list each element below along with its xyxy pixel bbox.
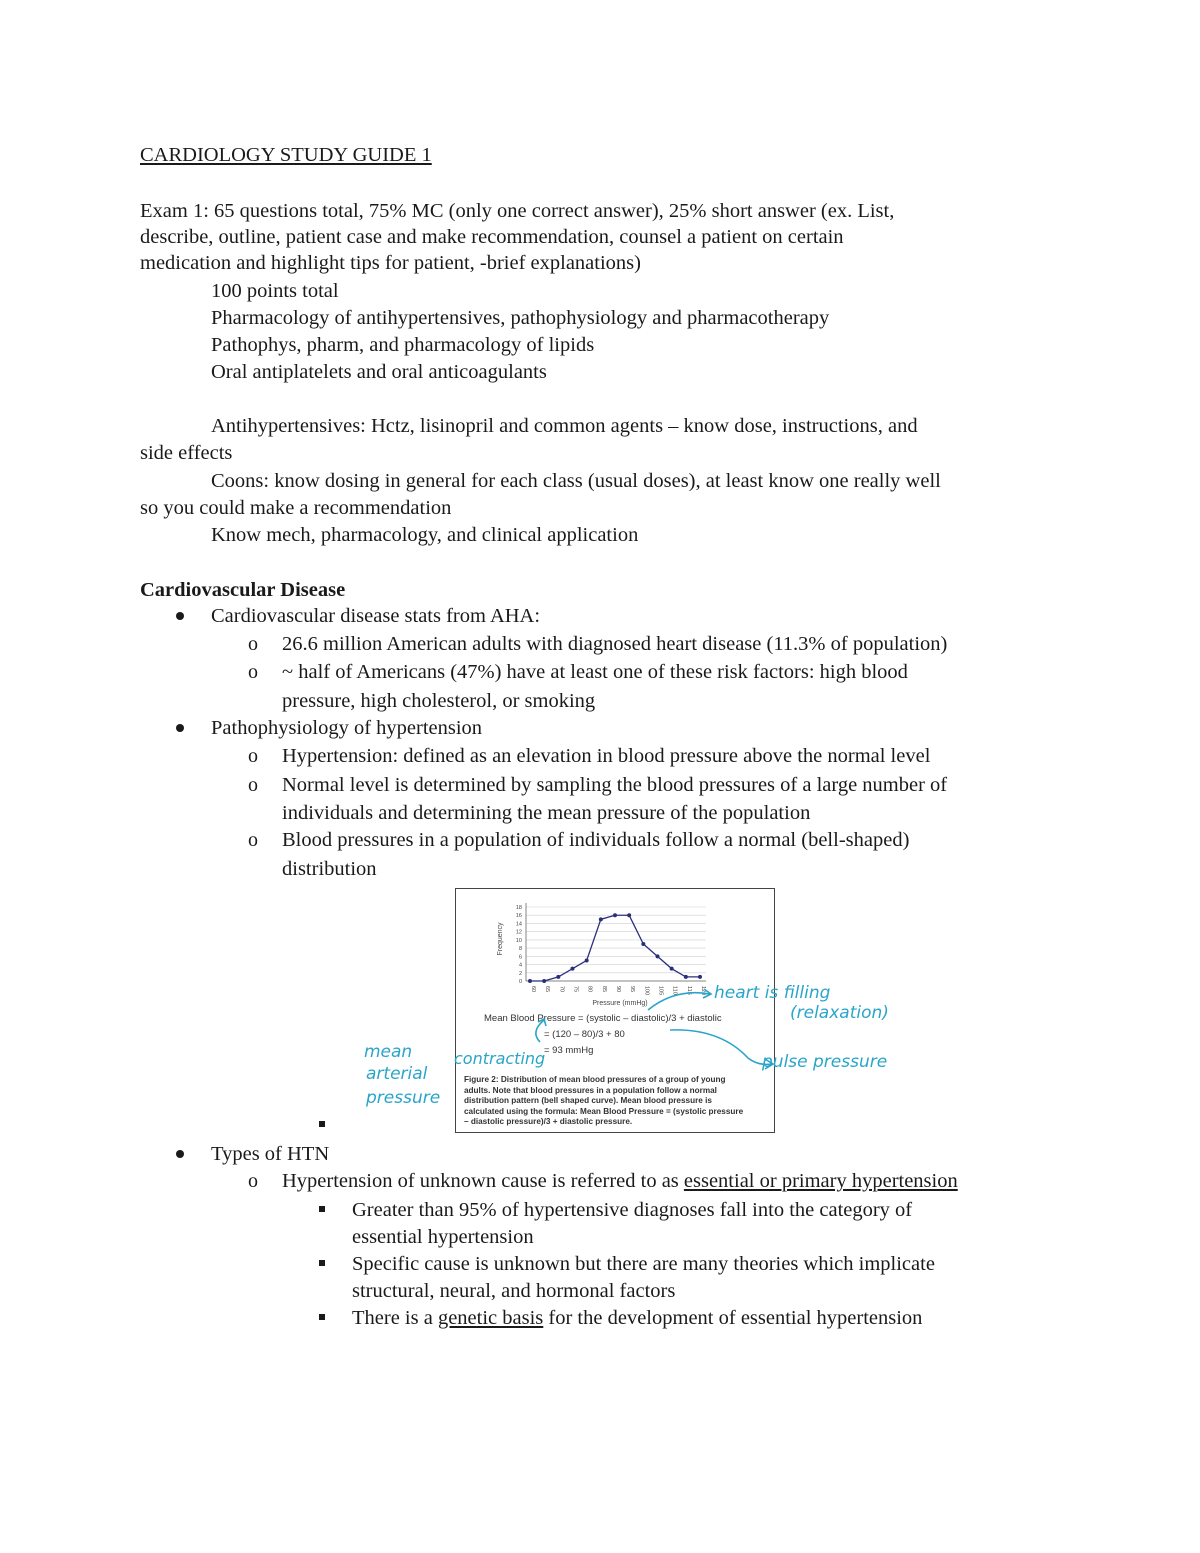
- x-tick-label: 110: [671, 986, 678, 995]
- handwritten-note: pressure: [366, 1088, 441, 1108]
- data-point: [599, 917, 603, 921]
- data-point: [684, 975, 688, 979]
- list-item: [282, 1168, 958, 1195]
- data-point: [656, 954, 660, 958]
- bullet-dot: [176, 612, 184, 620]
- list-item: [352, 1305, 922, 1332]
- formula-line-2: = (120 – 80)/3 + 80: [544, 1029, 625, 1040]
- list-item-cont: distribution: [282, 858, 377, 880]
- handwritten-note: arterial: [366, 1064, 428, 1084]
- formula-line-1: Mean Blood Pressure = (systolic – diastolic)/3 + diastolic: [484, 1013, 722, 1024]
- handwritten-note: (relaxation): [790, 1003, 889, 1023]
- list-item: Specific cause is unknown but there are many theories which implicate: [352, 1253, 935, 1275]
- note-coons: Coons: know dosing in general for each class (usual doses), at least know one really well: [211, 470, 941, 492]
- y-tick-label: 4: [518, 962, 522, 969]
- exam-item: Pharmacology of antihypertensives, pathophysiology and pharmacotherapy: [211, 307, 830, 329]
- x-tick-label: 70: [558, 986, 565, 993]
- caption-line: distribution pattern (bell shaped curve). Mean blood pressure is: [464, 1096, 712, 1105]
- x-tick-label: 115: [685, 986, 692, 995]
- x-tick-label: 75: [572, 986, 579, 993]
- data-point: [627, 913, 631, 917]
- sub-bullet: o: [248, 745, 258, 767]
- section-heading: Cardiovascular Disease: [140, 579, 346, 601]
- x-tick-label: 100: [643, 986, 650, 996]
- caption-line: Figure 2: Distribution of mean blood pressures of a group of young: [464, 1075, 726, 1084]
- data-point: [670, 967, 674, 971]
- data-point: [613, 913, 617, 917]
- y-tick-label: 10: [515, 937, 522, 944]
- sub-bullet: o: [248, 1170, 258, 1192]
- data-point: [556, 975, 560, 979]
- list-item: Types of HTN: [211, 1143, 330, 1165]
- text-run: There is a: [352, 1307, 438, 1329]
- square-bullet: [319, 1260, 325, 1266]
- underlined-term: genetic basis: [437, 1307, 544, 1329]
- sub-bullet: o: [248, 774, 258, 796]
- data-point: [641, 942, 645, 946]
- y-tick-label: 12: [515, 929, 522, 936]
- x-tick-label: 105: [657, 986, 664, 996]
- exam-item: 100 points total: [211, 280, 339, 302]
- x-tick-label: 65: [544, 986, 551, 993]
- note-antihypertensives-cont: side effects: [140, 442, 233, 464]
- sub-bullet: o: [248, 633, 258, 655]
- sub-bullet: o: [248, 661, 258, 683]
- list-item: Pathophysiology of hypertension: [211, 717, 483, 739]
- exam-line-1: Exam 1: 65 questions total, 75% MC (only one correct answer), 25% short answer (ex. List,: [140, 200, 895, 222]
- caption-line: adults. Note that blood pressures in a population follow a normal: [464, 1085, 717, 1095]
- underlined-term: essential or primary hypertension: [683, 1170, 958, 1192]
- data-point: [698, 975, 702, 979]
- formula-line-3: = 93 mmHg: [544, 1045, 594, 1056]
- exam-item: Oral antiplatelets and oral anticoagulants: [211, 361, 547, 383]
- list-item: 26.6 million American adults with diagnosed heart disease (11.3% of population): [282, 633, 948, 655]
- caption-line: calculated using the formula: Mean Blood Pressure = (systolic pressure: [464, 1106, 744, 1116]
- exam-item: Pathophys, pharm, and pharmacology of lipids: [211, 334, 595, 356]
- square-bullet: [319, 1121, 325, 1127]
- note-antihypertensives: Antihypertensives: Hctz, lisinopril and common agents – know dose, instructions, and: [211, 415, 918, 437]
- list-item: Cardiovascular disease stats from AHA:: [211, 605, 541, 627]
- y-tick-label: 18: [515, 905, 522, 911]
- list-item: Blood pressures in a population of individuals follow a normal (bell-shaped): [282, 829, 910, 851]
- x-tick-label: 85: [600, 986, 607, 993]
- x-tick-label: 60: [530, 986, 536, 993]
- square-bullet: [319, 1314, 325, 1320]
- note-coons-cont: so you could make a recommendation: [140, 497, 452, 519]
- handwritten-note: pulse pressure: [762, 1052, 888, 1072]
- list-item: Normal level is determined by sampling the blood pressures of a large number of: [282, 774, 948, 796]
- bullet-dot: [176, 1150, 184, 1158]
- exam-line-2: describe, outline, patient case and make recommendation, counsel a patient on certain: [140, 226, 844, 248]
- text-run: Hypertension of unknown cause is referred to as: [282, 1170, 684, 1192]
- figure-caption: [464, 1075, 743, 1128]
- x-tick-label: 80: [586, 986, 593, 993]
- handwritten-note: contracting: [454, 1049, 546, 1068]
- x-tick-label: 90: [615, 986, 621, 993]
- y-tick-label: 0: [518, 979, 522, 985]
- y-tick-label: 14: [515, 921, 522, 928]
- list-item-cont: structural, neural, and hormonal factors: [352, 1280, 676, 1302]
- x-tick-label: 95: [629, 986, 636, 993]
- y-tick-label: 6: [518, 954, 522, 961]
- y-tick-label: 8: [518, 946, 522, 953]
- x-axis-label: Pressure (mmHg): [592, 1000, 648, 1007]
- list-item: ~ half of Americans (47%) have at least one of these risk factors: high blood: [282, 661, 908, 683]
- data-point: [571, 967, 575, 971]
- y-tick-label: 2: [518, 970, 522, 977]
- exam-line-3: medication and highlight tips for patient, -brief explanations): [140, 252, 641, 274]
- list-item: Hypertension: defined as an elevation in blood pressure above the normal level: [282, 745, 931, 767]
- handwritten-note: heart is filling: [714, 983, 831, 1003]
- note-mech: Know mech, pharmacology, and clinical application: [211, 524, 639, 546]
- square-bullet: [319, 1206, 325, 1212]
- y-tick-label: 16: [515, 913, 522, 920]
- y-axis-label: Frequency: [497, 922, 504, 956]
- bullet-dot: [176, 724, 184, 732]
- list-item-cont: essential hypertension: [352, 1226, 534, 1248]
- list-item-cont: pressure, high cholesterol, or smoking: [282, 690, 596, 712]
- page-title: CARDIOLOGY STUDY GUIDE 1: [140, 144, 432, 166]
- text-run: for the development of essential hypertension: [543, 1307, 923, 1329]
- list-item-cont: individuals and determining the mean pressure of the population: [282, 802, 811, 824]
- list-item: Greater than 95% of hypertensive diagnoses fall into the category of: [352, 1199, 913, 1221]
- x-tick-label: 120: [700, 986, 706, 996]
- sub-bullet: o: [248, 829, 258, 851]
- handwritten-note: mean: [364, 1042, 413, 1062]
- caption-line: – diastolic pressure)/3 + diastolic pressure.: [464, 1117, 633, 1126]
- data-point: [585, 958, 589, 962]
